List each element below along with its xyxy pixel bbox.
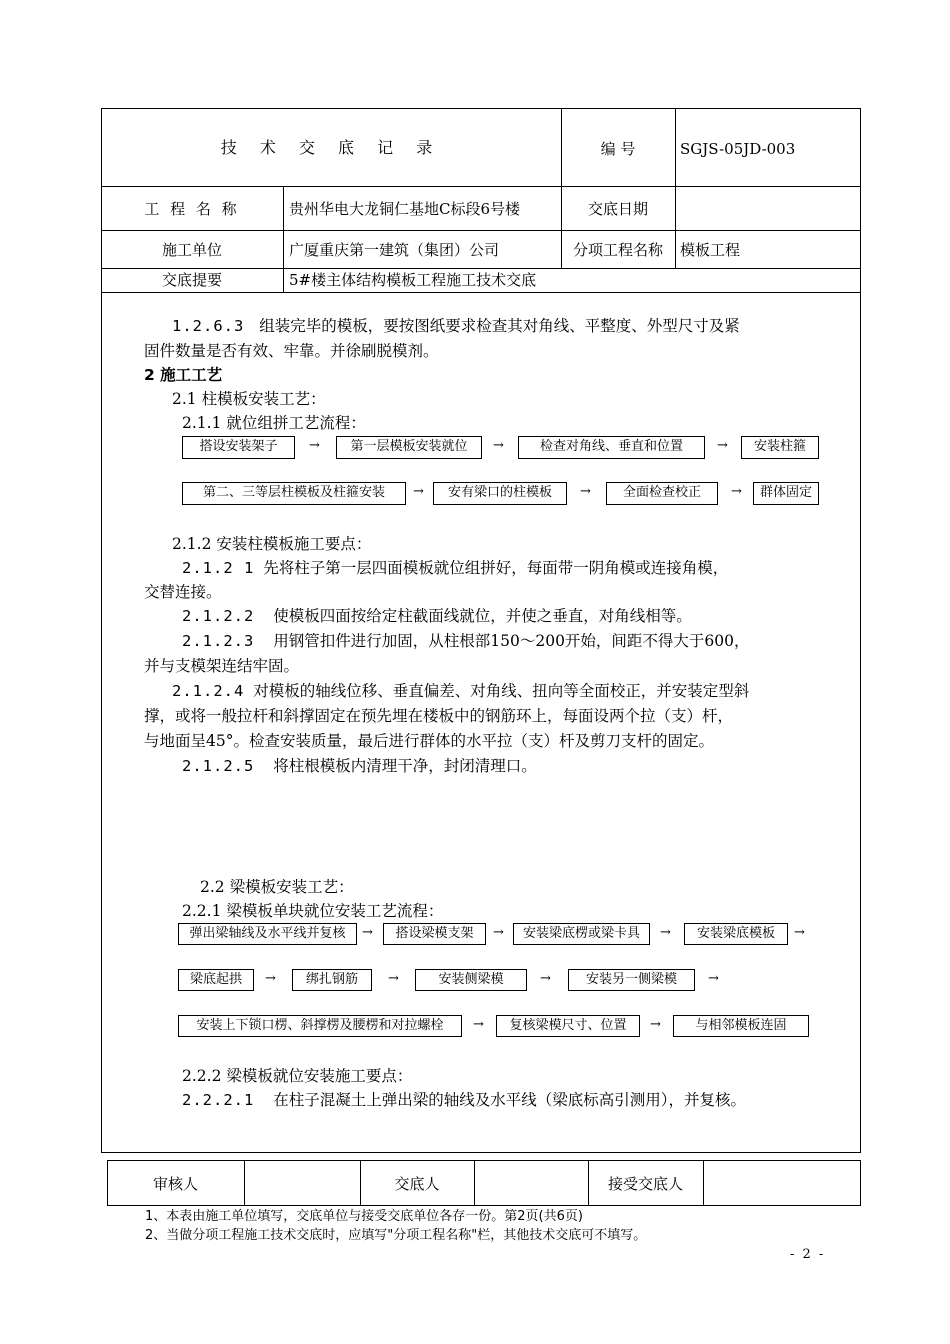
flow-step: 安装另一侧梁模 bbox=[568, 969, 695, 991]
sub-project-value: 模板工程 bbox=[680, 241, 741, 259]
arrow-icon: → bbox=[493, 438, 504, 453]
discloser-label: 交底人 bbox=[394, 1175, 440, 1193]
clause-text: 在柱子混凝土上弹出梁的轴线及水平线（梁底标高引测用），并复核。 bbox=[273, 1091, 747, 1109]
form-title: 技 术 交 底 记 录 bbox=[220, 138, 442, 157]
flow-step: 复核梁模尺寸、位置 bbox=[496, 1015, 640, 1037]
clause-number: 2.1.2.3 bbox=[182, 632, 255, 650]
flow-step: 检查对角线、垂直和位置 bbox=[518, 436, 705, 459]
subsection-heading: 2.1 柱模板安装工艺： bbox=[172, 390, 326, 408]
flow-step: 第一层模板安装就位 bbox=[336, 436, 482, 459]
clause-number: 2.1.2.4 bbox=[172, 682, 245, 700]
arrow-icon: → bbox=[794, 925, 805, 940]
clause-text: 交替连接。 bbox=[144, 583, 222, 601]
summary-label: 交底提要 bbox=[161, 271, 222, 289]
flow-step: 第二、三等层柱模板及柱箍安装 bbox=[182, 482, 406, 505]
arrow-icon: → bbox=[580, 484, 591, 499]
arrow-icon: → bbox=[650, 1017, 661, 1032]
flow-step: 安装柱箍 bbox=[741, 436, 819, 459]
column-divider bbox=[675, 108, 676, 268]
arrow-icon: → bbox=[708, 971, 719, 986]
disclosure-form bbox=[101, 108, 861, 1153]
flow-step: 安装上下锁口楞、斜撑楞及腰楞和对拉螺栓 bbox=[178, 1015, 462, 1037]
summary-value: 5#楼主体结构模板工程施工技术交底 bbox=[289, 271, 537, 289]
flow-step: 安装侧梁模 bbox=[415, 969, 527, 991]
subsection-heading: 2.2 梁模板安装工艺： bbox=[200, 878, 354, 896]
column-divider bbox=[244, 1160, 245, 1206]
arrow-icon: → bbox=[717, 438, 728, 453]
subsection-heading: 2.2.2 梁模板就位安装施工要点： bbox=[182, 1067, 413, 1085]
date-label: 交底日期 bbox=[587, 200, 648, 218]
clause-text: 先将柱子第一层四面模板就位组拼好，每面带一阴角模或连接角模， bbox=[263, 559, 729, 577]
clause-text: 并与支模架连结牢固。 bbox=[144, 657, 300, 675]
sub-project-label: 分项工程名称 bbox=[572, 241, 663, 259]
footnote: 2、当做分项工程施工技术交底时，应填写"分项工程名称"栏，其他技术交底可不填写。 bbox=[145, 1228, 647, 1243]
clause-number: 2.1.2.2 bbox=[182, 607, 255, 625]
receiver-label: 接受交底人 bbox=[607, 1175, 683, 1193]
clause-text: 用钢管扣件进行加固，从柱根部150～200开始，间距不得大于600， bbox=[273, 632, 750, 650]
reviewer-label: 审核人 bbox=[152, 1175, 198, 1193]
subsection-heading: 2.2.1 梁模板单块就位安装工艺流程： bbox=[182, 902, 444, 920]
page-number: - 2 - bbox=[790, 1247, 826, 1262]
arrow-icon: → bbox=[473, 1017, 484, 1032]
clause-number: 2.2.2.1 bbox=[182, 1091, 255, 1109]
section-heading: 2 施工工艺 bbox=[144, 366, 223, 384]
clause-text: 组装完毕的模板，要按图纸要求检查其对角线、平整度、外型尺寸及紧 bbox=[259, 317, 740, 335]
column-divider bbox=[474, 1160, 475, 1206]
arrow-icon: → bbox=[388, 971, 399, 986]
subsection-heading: 2.1.2 安装柱模板施工要点： bbox=[172, 535, 372, 553]
code-label: 编 号 bbox=[600, 140, 636, 158]
flow-step: 群体固定 bbox=[753, 482, 819, 505]
arrow-icon: → bbox=[731, 484, 742, 499]
flow-step: 安装梁底楞或梁卡具 bbox=[513, 923, 650, 945]
column-divider bbox=[283, 186, 284, 292]
row-divider bbox=[101, 268, 861, 269]
flow-step: 安装梁底模板 bbox=[684, 923, 788, 945]
clause-text: 对模板的轴线位移、垂直偏差、对角线、扭向等全面校正，并安装定型斜 bbox=[253, 682, 750, 700]
arrow-icon: → bbox=[265, 971, 276, 986]
flow-step: 与相邻模板连固 bbox=[673, 1015, 809, 1037]
flow-step: 弹出梁轴线及水平线并复核 bbox=[178, 923, 357, 945]
row-divider bbox=[101, 186, 861, 187]
clause-number: 2.1.2.5 bbox=[182, 757, 255, 775]
arrow-icon: → bbox=[309, 438, 320, 453]
flow-step: 全面检查校正 bbox=[606, 482, 718, 505]
flow-step: 绑扎钢筋 bbox=[292, 969, 372, 991]
project-name-value: 贵州华电大龙铜仁基地C标段6号楼 bbox=[289, 200, 521, 218]
code-value: SGJS-05JD-003 bbox=[680, 140, 796, 158]
construction-unit-value: 广厦重庆第一建筑（集团）公司 bbox=[289, 241, 500, 259]
footnote: 1、本表由施工单位填写，交底单位与接受交底单位各存一份。第2页(共6页) bbox=[145, 1209, 583, 1224]
clause-text: 与地面呈45°。检查安装质量，最后进行群体的水平拉（支）杆及剪刀支杆的固定。 bbox=[144, 732, 714, 750]
flow-step: 搭设梁模支架 bbox=[383, 923, 486, 945]
arrow-icon: → bbox=[660, 925, 671, 940]
arrow-icon: → bbox=[540, 971, 551, 986]
arrow-icon: → bbox=[493, 925, 504, 940]
subsection-heading: 2.1.1 就位组拼工艺流程： bbox=[182, 414, 366, 432]
flow-step: 搭设安装架子 bbox=[182, 436, 295, 459]
project-name-label: 工 程 名 称 bbox=[144, 200, 240, 218]
flow-step: 安有梁口的柱模板 bbox=[433, 482, 567, 505]
clause-text: 固件数量是否有效、牢靠。并徐刷脱模剂。 bbox=[144, 342, 439, 360]
clause-text: 撑，或将一般拉杆和斜撑固定在预先埋在楼板中的钢筋环上，每面设两个拉（支）杆， bbox=[144, 707, 734, 725]
flow-step: 梁底起拱 bbox=[178, 969, 254, 991]
column-divider bbox=[703, 1160, 704, 1206]
clause-number: 1.2.6.3 bbox=[172, 317, 245, 335]
row-divider bbox=[101, 292, 861, 293]
clause-text: 使模板四面按给定柱截面线就位，并使之垂直，对角线相等。 bbox=[273, 607, 692, 625]
arrow-icon: → bbox=[413, 484, 424, 499]
row-divider bbox=[101, 230, 861, 231]
construction-unit-label: 施工单位 bbox=[161, 241, 222, 259]
clause-text: 将柱根模板内清理干净，封闭清理口。 bbox=[273, 757, 537, 775]
clause-number: 2.1.2 1 bbox=[182, 559, 255, 577]
arrow-icon: → bbox=[362, 925, 373, 940]
